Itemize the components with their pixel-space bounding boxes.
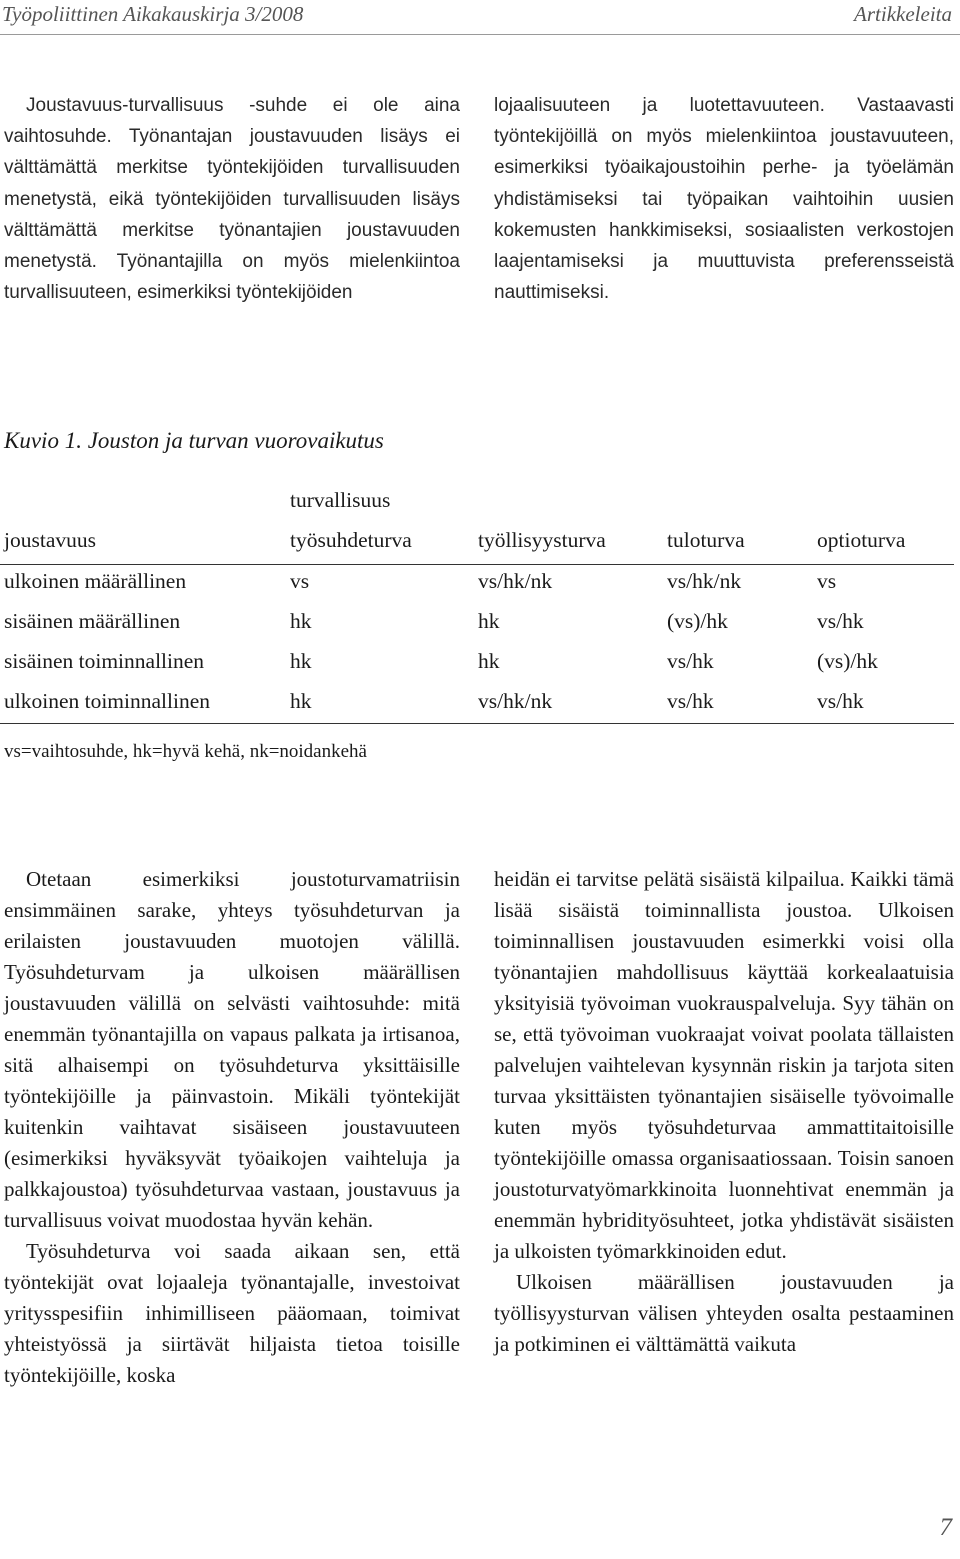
table-cell: hk [478,649,500,673]
table-cell: hk [290,649,312,673]
table-header-cell: joustavuus [4,528,96,552]
table-cell: (vs)/hk [667,609,728,633]
paragraph: lojaalisuuteen ja luotettavuuteen. Vastaavasti työntekijöillä on myös mielenkiintoa joustavuuteen, esimerkiksi työaikajoustoihin perhe- ja työelämän yhdistämiseksi tai työpaikan vaihtoihin uusien kokemusten hankkimiseksi, sosiaalisten verkostojen laajentamiseksi ja muuttuvista preferensseistä nauttimiseksi. [494,95,954,304]
table-header-cell: optioturva [817,528,906,552]
table-cell: vs/hk [817,609,864,633]
top-left-column [4,90,460,308]
table-cell: vs/hk/nk [667,569,742,593]
table-cell: vs/hk [667,689,714,713]
figure-table [0,484,954,724]
table-cell: vs/hk [817,689,864,713]
table-cell: ulkoinen määrällinen [4,569,187,593]
table-cell: vs/hk/nk [478,689,553,713]
table-cell: sisäinen määrällinen [4,609,181,633]
bottom-left-column [4,864,460,1391]
table-row [0,685,954,724]
table-cell: vs [290,569,310,593]
table-group-header: turvallisuus [290,488,391,512]
paragraph: heidän ei tarvitse pelätä sisäistä kilpailua. Kaikki tämä lisää sisäistä toiminnallista joustoa. Ulkoisen toiminnallisen joustavuuden esimerkki voisi olla työnantajien mahdollisuus käyttää korkealaatuisia yksityisiä työvoiman vuokrauspalveluja. Syy tähän on se, että työvoiman vuokraajat voivat poolata tällaisten palvelujen vaihtelevan kysynnän riskin ja tarjota siten turvaa yksittäisten työnantajien sisäiselle työvoimalle kuten myös työsuhdeturvaa ammattitaitoisille työntekijöille omassa organisaatiossaan. Toisin sanoen joustoturvatyömarkkinoita luonnehtivat enemmän ja enemmän hybridityösuhteet, jotka yhdistävät sisäisten ja ulkoisten työmarkkinoiden edut. [494,867,954,1263]
top-right-column [494,90,954,308]
table-header-cell: työllisyysturva [478,528,606,552]
running-header-journal: Työpoliittinen Aikakauskirja 3/2008 [2,2,304,26]
table-row [0,605,954,645]
table-cell: vs [817,569,837,593]
table-cell: ulkoinen toiminnallinen [4,689,211,713]
figure-legend-note: vs=vaihtosuhde, hk=hyvä kehä, nk=noidankehä [4,741,367,762]
bottom-right-column [494,864,954,1360]
page-number: 7 [939,1514,952,1541]
paragraph: Joustavuus-turvallisuus -suhde ei ole aina vaihtosuhde. Työnantajan joustavuuden lisäys ei välttämättä merkitse työntekijöiden turvallisuuden menetystä, eikä työntekijöiden turvallisuuden lisäys välttämättä merkitse työnantajien joustavuuden menetystä. Työnantajilla on myös mielenkiintoa turvallisuuteen, esimerkiksi työntekijöiden [4,95,460,304]
table-row [0,645,954,685]
table-cell: hk [290,609,312,633]
table-cell: hk [478,609,500,633]
paragraph: Ulkoisen määrällisen joustavuuden ja työllisyysturvan välisen yhteyden osalta pestaaminen ja potkiminen ei välttämättä vaikuta [494,1270,954,1356]
table-cell: vs/hk [667,649,714,673]
paragraph: Työsuhdeturva voi saada aikaan sen, että työntekijät ovat lojaaleja työnantajalle, investoivat yritysspesifiin inhimilliseen pääomaan, toimivat yhteistyössä ja siirtävät hiljaista tietoa toisille työntekijöille, koska [4,1239,460,1387]
table-cell: hk [290,689,312,713]
table-header-cell: työsuhdeturva [290,528,412,552]
table-row [0,565,954,605]
table-cell: vs/hk/nk [478,569,553,593]
table-header-row [0,524,954,565]
table-cell: (vs)/hk [817,649,878,673]
running-header-section: Artikkeleita [854,2,952,26]
paragraph: Otetaan esimerkiksi joustoturvamatriisin ensimmäinen sarake, yhteys työsuhdeturvan ja erilaisten joustavuuden muotojen välillä. Työsuhdeturvam ja ulkoisen määrällisen joustavuuden välillä on selvästi vaihtosuhde: mitä enemmän työnantajilla on vapaus palkata ja irtisanoa, sitä alhaisempi on työsuhdeturva yksittäisille työntekijöille ja päinvastoin. Mikäli työntekijät kuitenkin vaihtavat sisäiseen joustavuuteen (esimerkiksi hyväksyvät työaikojen vaihteluja ja palkkajoustoa) työsuhdeturvaa vastaan, joustavuus ja turvallisuus voivat muodostaa hyvän kehän. [4,867,460,1232]
table-group-header-row [0,484,954,524]
table-header-cell: tuloturva [667,528,745,552]
figure-caption: Kuvio 1. Jouston ja turvan vuorovaikutus [4,428,384,453]
table-cell: sisäinen toiminnallinen [4,649,205,673]
header-rule [0,34,960,35]
